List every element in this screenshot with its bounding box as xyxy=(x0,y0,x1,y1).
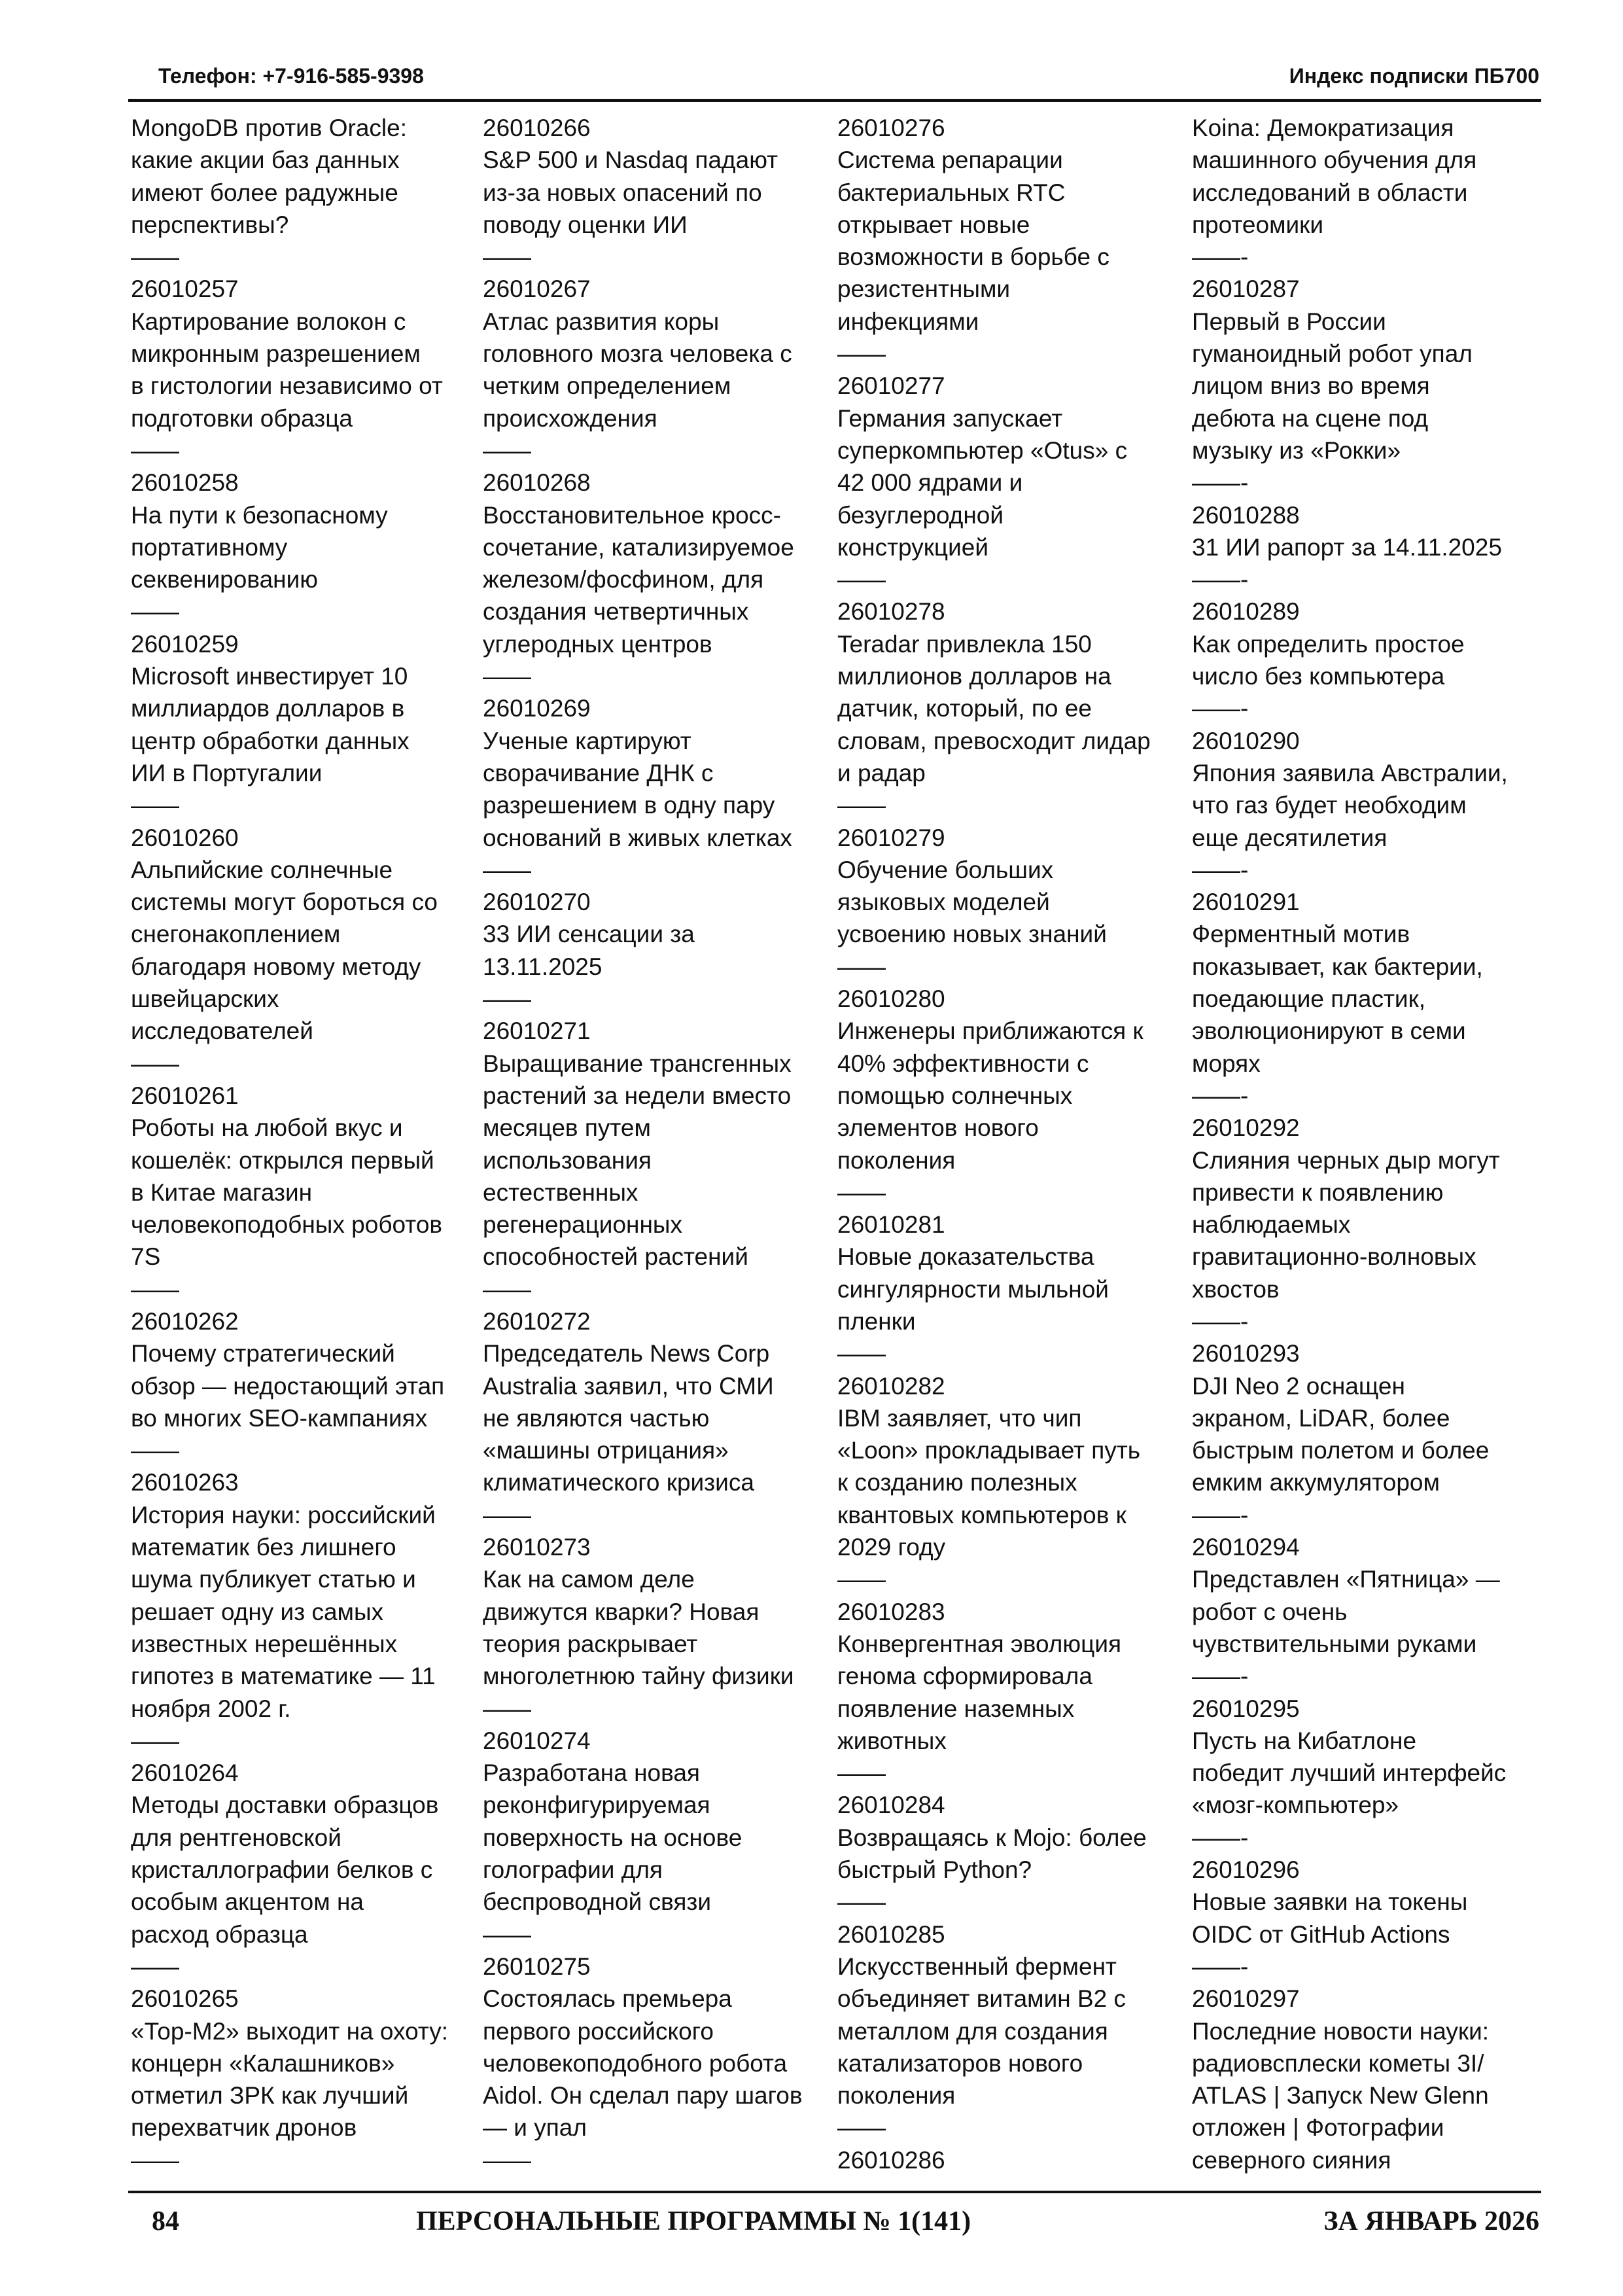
column-line: Microsoft инвестирует 10 xyxy=(131,663,408,690)
column-line: —— xyxy=(837,2114,886,2142)
column-line: Как определить простое xyxy=(1192,630,1465,658)
column-line: ——- xyxy=(1192,243,1249,271)
column-line: —— xyxy=(483,2146,531,2174)
column-line: 26010258 xyxy=(131,469,239,497)
column-line: углеродных центров xyxy=(483,630,712,658)
column-line: привести к появлению xyxy=(1192,1178,1444,1206)
column-line: 26010274 xyxy=(483,1727,591,1754)
column-line: —— xyxy=(131,792,179,819)
column-line: «машины отрицания» xyxy=(483,1437,729,1464)
column-line: —— xyxy=(483,1920,531,1948)
column-line: использования xyxy=(483,1146,652,1174)
footer-issue: ЗА ЯНВАРЬ 2026 xyxy=(1323,2206,1539,2236)
column-line: 26010290 xyxy=(1192,727,1300,754)
column-line: в гистологии независимо от xyxy=(131,372,443,400)
column-line: ——- xyxy=(1192,1501,1249,1528)
column-line: ИИ в Португалии xyxy=(131,759,323,786)
column-line: языковых моделей xyxy=(837,889,1050,916)
column-line: —— xyxy=(483,436,531,464)
column-line: ——- xyxy=(1192,566,1249,593)
column-line: появление наземных xyxy=(837,1695,1075,1722)
footer-rule xyxy=(128,2191,1541,2193)
column-line: Возвращаясь к Mojo: более xyxy=(837,1824,1147,1851)
column-line: —— xyxy=(837,1566,886,1593)
column-line: 26010266 xyxy=(483,115,591,141)
column-line: —— xyxy=(837,1340,886,1368)
column-line: поверхность на основе xyxy=(483,1824,742,1851)
column-line: кошелёк: открылся первый xyxy=(131,1146,434,1174)
column-line: гуманоидный робот упал xyxy=(1192,340,1473,368)
column-line: IBM заявляет, что чип xyxy=(837,1404,1082,1432)
column-line: словам, превосходит лидар xyxy=(837,727,1151,754)
column-line: Атлас развития коры xyxy=(483,308,720,335)
column-line: и радар xyxy=(837,759,926,786)
column-line: 26010273 xyxy=(483,1534,591,1561)
column-line: бактериальных RTC xyxy=(837,179,1066,206)
column-line: 13.11.2025 xyxy=(483,953,602,980)
column-line: 26010289 xyxy=(1192,598,1300,626)
column-line: Картирование волокон с xyxy=(131,308,406,335)
column-line: История науки: российский xyxy=(131,1501,436,1528)
column-line: исследователей xyxy=(131,1017,313,1045)
column-line: 26010281 xyxy=(837,1211,945,1239)
column-line: расход образца xyxy=(131,1920,308,1948)
column-line: —— xyxy=(837,1888,886,1916)
column-line: перехватчик дронов xyxy=(131,2114,357,2142)
column-line: конструкцией xyxy=(837,533,989,561)
column-line: Новые заявки на токены xyxy=(1192,1888,1468,1916)
column-line: ——- xyxy=(1192,1307,1249,1335)
column-line: музыку из «Рокки» xyxy=(1192,436,1401,464)
column-line: 40% эффективности с xyxy=(837,1050,1089,1077)
column-line: отложен | Фотографии xyxy=(1192,2114,1444,2142)
column-line: многолетнюю тайну физики xyxy=(483,1663,794,1690)
column-line: особым акцентом на xyxy=(131,1888,364,1916)
header-subscription-index: Индекс подписки ПБ700 xyxy=(1289,64,1539,88)
column-line: Альпийские солнечные xyxy=(131,856,393,883)
column-line: металлом для создания xyxy=(837,2017,1108,2045)
column-line: 26010297 xyxy=(1192,1985,1300,2013)
column-line: —— xyxy=(483,663,531,690)
column-line: 26010285 xyxy=(837,1920,945,1948)
column-2 xyxy=(483,112,803,2176)
column-line: «мозг-компьютер» xyxy=(1192,1792,1399,1819)
column-line: 31 ИИ рапорт за 14.11.2025 xyxy=(1192,533,1502,561)
column-line: еще десятилетия xyxy=(1192,824,1387,851)
column-line: эволюционируют в семи xyxy=(1192,1017,1466,1045)
column-line: датчик, который, по ее xyxy=(837,695,1092,722)
column-line: поедающие пластик, xyxy=(1192,985,1426,1013)
column-line: «Тор-М2» выходит на охоту: xyxy=(131,2017,449,2045)
column-line: 26010270 xyxy=(483,889,591,916)
column-line: Koina: Демократизация xyxy=(1192,115,1454,141)
column-line: Председатель News Corp xyxy=(483,1340,770,1368)
column-line: На пути к безопасному xyxy=(131,501,388,529)
column-line: Представлен «Пятница» — xyxy=(1192,1566,1500,1593)
column-line: северного сияния xyxy=(1192,2146,1391,2174)
column-line: беспроводной связи xyxy=(483,1888,712,1916)
column-line: —— xyxy=(483,243,531,271)
column-line: ——- xyxy=(1192,1824,1249,1851)
column-line: 26010259 xyxy=(131,630,239,658)
column-line: 26010277 xyxy=(837,372,945,400)
column-line: Почему стратегический xyxy=(131,1340,395,1368)
column-line: —— xyxy=(131,598,179,626)
column-line: теория раскрывает xyxy=(483,1630,698,1657)
column-line: Слияния черных дыр могут xyxy=(1192,1146,1500,1174)
column-line: —— xyxy=(483,1501,531,1528)
column-line: способностей растений xyxy=(483,1243,748,1271)
column-line: Как на самом деле xyxy=(483,1566,695,1593)
column-line: OIDC от GitHub Actions xyxy=(1192,1920,1450,1948)
column-line: ——- xyxy=(1192,695,1249,722)
column-line: —— xyxy=(837,566,886,593)
column-line: суперкомпьютер «Otus» с xyxy=(837,436,1128,464)
column-line: машинного обучения для xyxy=(1192,147,1477,174)
column-line: ATLAS | Запуск New Glenn xyxy=(1192,2082,1489,2110)
column-line: радиовсплески кометы 3I/ xyxy=(1192,2049,1484,2077)
column-line: 7S xyxy=(131,1243,161,1271)
column-line: 26010283 xyxy=(837,1598,945,1625)
column-line: хвостов xyxy=(1192,1275,1280,1303)
column-line: 26010278 xyxy=(837,598,945,626)
column-line: растений за недели вместо xyxy=(483,1082,792,1109)
column-line: железом/фосфином, для xyxy=(483,566,764,593)
column-line: происхождения xyxy=(483,404,657,432)
column-line: Роботы на любой вкус и xyxy=(131,1114,403,1142)
column-line: 26010268 xyxy=(483,469,591,497)
column-line: 26010294 xyxy=(1192,1534,1300,1561)
column-line: поколения xyxy=(837,1146,956,1174)
column-line: число без компьютера xyxy=(1192,663,1445,690)
column-line: —— xyxy=(131,1952,179,1980)
column-line: сочетание, катализируемое xyxy=(483,533,794,561)
column-line: регенерационных xyxy=(483,1211,682,1239)
column-line: — и упал xyxy=(483,2114,587,2142)
column-line: генома сформировала xyxy=(837,1663,1092,1690)
footer-page-number: 84 xyxy=(152,2206,179,2236)
column-line: —— xyxy=(131,2146,179,2174)
column-line: —— xyxy=(483,985,531,1013)
column-line: дебюта на сцене под xyxy=(1192,404,1429,432)
column-line: к созданию полезных xyxy=(837,1469,1077,1496)
column-line: Германия запускает xyxy=(837,404,1063,432)
column-line: Ферментный мотив xyxy=(1192,921,1410,948)
column-line: не являются частью xyxy=(483,1404,710,1432)
column-line: ——- xyxy=(1192,1663,1249,1690)
column-line: какие акции баз данных xyxy=(131,147,400,174)
column-line: 26010269 xyxy=(483,695,591,722)
column-line: 26010261 xyxy=(131,1082,239,1109)
column-line: 26010260 xyxy=(131,824,239,851)
column-line: —— xyxy=(837,1178,886,1206)
column-line: Разработана новая xyxy=(483,1759,700,1787)
column-line: в Китае магазин xyxy=(131,1178,313,1206)
column-line: из-за новых опасений по xyxy=(483,179,762,206)
column-line: миллиардов долларов в xyxy=(131,695,405,722)
column-line: катализаторов нового xyxy=(837,2049,1083,2077)
column-line: Aidol. Он сделал пару шагов xyxy=(483,2082,803,2110)
column-line: реконфигурируемая xyxy=(483,1792,710,1819)
column-line: Новые доказательства xyxy=(837,1243,1094,1271)
column-line: благодаря новому методу xyxy=(131,953,421,980)
column-line: 26010264 xyxy=(131,1759,239,1787)
column-line: быстрым полетом и более xyxy=(1192,1437,1490,1464)
column-line: 26010280 xyxy=(837,985,945,1013)
column-line: Состоялась премьера xyxy=(483,1985,732,2013)
column-line: —— xyxy=(837,1759,886,1787)
column-line: первого российского xyxy=(483,2017,714,2045)
column-line: Последние новости науки: xyxy=(1192,2017,1490,2045)
column-line: 26010276 xyxy=(837,115,945,141)
column-line: 26010257 xyxy=(131,275,239,303)
column-line: 26010267 xyxy=(483,275,591,303)
column-line: портативному xyxy=(131,533,288,561)
column-line: показывает, как бактерии, xyxy=(1192,953,1483,980)
column-line: математик без лишнего xyxy=(131,1534,396,1561)
column-line: протеомики xyxy=(1192,211,1324,238)
column-line: инфекциями xyxy=(837,308,979,335)
column-line: имеют более радужные xyxy=(131,179,398,206)
column-line: 26010263 xyxy=(131,1469,239,1496)
column-3 xyxy=(837,112,1151,2176)
column-line: Пусть на Кибатлоне xyxy=(1192,1727,1417,1754)
column-line: 26010284 xyxy=(837,1792,945,1819)
column-line: системы могут бороться со xyxy=(131,889,438,916)
column-line: создания четвертичных xyxy=(483,598,749,626)
column-line: элементов нового xyxy=(837,1114,1039,1142)
column-line: решает одну из самых xyxy=(131,1598,384,1625)
column-line: помощью солнечных xyxy=(837,1082,1073,1109)
column-line: 26010272 xyxy=(483,1307,591,1335)
column-line: четким определением xyxy=(483,372,731,400)
column-line: кристаллографии белков с xyxy=(131,1856,433,1884)
column-line: 26010262 xyxy=(131,1307,239,1335)
column-line: —— xyxy=(131,1050,179,1077)
column-line: S&P 500 и Nasdaq падают xyxy=(483,147,778,174)
column-line: усвоению новых знаний xyxy=(837,921,1107,948)
column-line: Первый в России xyxy=(1192,308,1386,335)
column-line: чувствительными руками xyxy=(1192,1630,1477,1657)
column-line: 26010296 xyxy=(1192,1856,1300,1884)
column-4 xyxy=(1192,112,1508,2176)
column-line: —— xyxy=(131,1727,179,1754)
column-line: месяцев путем xyxy=(483,1114,651,1142)
column-line: известных нерешённых xyxy=(131,1630,398,1657)
column-line: животных xyxy=(837,1727,947,1754)
column-line: сворачивание ДНК с xyxy=(483,759,714,786)
column-line: миллионов долларов на xyxy=(837,663,1111,690)
column-line: головного мозга человека с xyxy=(483,340,792,368)
column-line: гипотез в математике — 11 xyxy=(131,1663,436,1690)
column-line: подготовки образца xyxy=(131,404,353,432)
column-line: 26010291 xyxy=(1192,889,1300,916)
column-line: 26010288 xyxy=(1192,501,1300,529)
column-line: Восстановительное кросс- xyxy=(483,501,781,529)
column-line: 26010282 xyxy=(837,1372,945,1400)
column-line: 2029 году xyxy=(837,1534,946,1561)
column-line: —— xyxy=(837,792,886,819)
column-line: разрешением в одну пару xyxy=(483,792,775,819)
column-line: емким аккумулятором xyxy=(1192,1469,1440,1496)
column-line: 26010293 xyxy=(1192,1340,1300,1368)
column-line: гравитационно-волновых xyxy=(1192,1243,1476,1271)
column-line: поводу оценки ИИ xyxy=(483,211,688,238)
column-line: сингулярности мыльной xyxy=(837,1275,1109,1303)
column-line: —— xyxy=(131,243,179,271)
column-line: оснований в живых клетках xyxy=(483,824,792,851)
column-line: поколения xyxy=(837,2082,956,2110)
column-line: резистентными xyxy=(837,275,1011,303)
column-line: ——- xyxy=(1192,469,1249,497)
column-line: 26010295 xyxy=(1192,1695,1300,1722)
column-line: объединяет витамин B2 с xyxy=(837,1985,1126,2013)
column-line: человекоподобного робота xyxy=(483,2049,788,2077)
column-line: 33 ИИ сенсации за xyxy=(483,921,695,948)
column-line: 26010279 xyxy=(837,824,945,851)
column-line: швейцарских xyxy=(131,985,279,1013)
column-line: снегонакоплением xyxy=(131,921,341,948)
column-line: MongoDB против Oracle: xyxy=(131,115,407,141)
column-line: 26010292 xyxy=(1192,1114,1300,1142)
column-line: Искусственный фермент xyxy=(837,1952,1117,1980)
column-line: возможности в борьбе с xyxy=(837,243,1109,271)
column-line: —— xyxy=(483,1695,531,1722)
header-rule xyxy=(128,99,1541,102)
column-line: —— xyxy=(483,1275,531,1303)
column-line: концерн «Калашников» xyxy=(131,2049,395,2077)
column-line: Teradar привлекла 150 xyxy=(837,630,1092,658)
column-line: голографии для xyxy=(483,1856,663,1884)
column-line: безуглеродной xyxy=(837,501,1004,529)
column-line: 42 000 ядрами и xyxy=(837,469,1023,497)
column-line: наблюдаемых xyxy=(1192,1211,1351,1239)
column-line: —— xyxy=(131,1437,179,1464)
column-line: лицом вниз во время xyxy=(1192,372,1430,400)
column-line: Обучение больших xyxy=(837,856,1054,883)
column-1 xyxy=(131,112,448,2176)
column-line: 26010287 xyxy=(1192,275,1300,303)
column-line: ——- xyxy=(1192,1952,1249,1980)
column-line: «Loon» прокладывает путь xyxy=(837,1437,1141,1464)
column-line: Ученые картируют xyxy=(483,727,691,754)
column-line: обзор — недостающий этап xyxy=(131,1372,445,1400)
column-line: естественных xyxy=(483,1178,638,1206)
header-phone: Телефон: +7-916-585-9398 xyxy=(158,64,424,88)
column-line: победит лучший интерфейс xyxy=(1192,1759,1507,1787)
column-line: ноября 2002 г. xyxy=(131,1695,291,1722)
column-line: ——- xyxy=(1192,856,1249,883)
column-line: —— xyxy=(837,340,886,368)
column-line: Инженеры приближаются к xyxy=(837,1017,1143,1045)
column-line: Методы доставки образцов xyxy=(131,1792,439,1819)
column-line: Япония заявила Австралии, xyxy=(1192,759,1508,786)
column-line: что газ будет необходим xyxy=(1192,792,1467,819)
column-line: —— xyxy=(131,1275,179,1303)
column-line: центр обработки данных xyxy=(131,727,410,754)
column-line: исследований в области xyxy=(1192,179,1468,206)
column-line: экраном, LiDAR, более xyxy=(1192,1404,1450,1432)
column-line: 26010271 xyxy=(483,1017,591,1045)
column-line: человекоподобных роботов xyxy=(131,1211,443,1239)
column-line: робот с очень xyxy=(1192,1598,1348,1625)
column-line: —— xyxy=(483,856,531,883)
column-line: —— xyxy=(837,953,886,980)
column-line: ——- xyxy=(1192,1082,1249,1109)
column-line: во многих SEO-кампаниях xyxy=(131,1404,428,1432)
column-line: климатического кризиса xyxy=(483,1469,754,1496)
column-line: Выращивание трансгенных xyxy=(483,1050,792,1077)
column-line: быстрый Python? xyxy=(837,1856,1032,1884)
column-line: DJI Neo 2 оснащен xyxy=(1192,1372,1405,1400)
column-line: 26010275 xyxy=(483,1952,591,1980)
column-line: 26010286 xyxy=(837,2146,945,2174)
column-line: секвенированию xyxy=(131,566,319,593)
column-line: открывает новые xyxy=(837,211,1030,238)
column-line: движутся кварки? Новая xyxy=(483,1598,759,1625)
footer-magazine-title: ПЕРСОНАЛЬНЫЕ ПРОГРАММЫ № 1(141) xyxy=(416,2206,971,2236)
column-line: отметил ЗРК как лучший xyxy=(131,2082,409,2110)
column-line: морях xyxy=(1192,1050,1261,1077)
column-line: перспективы? xyxy=(131,211,289,238)
column-line: микронным разрешением xyxy=(131,340,421,368)
column-line: пленки xyxy=(837,1307,916,1335)
column-line: Australia заявил, что СМИ xyxy=(483,1372,774,1400)
column-line: 26010265 xyxy=(131,1985,239,2013)
column-line: квантовых компьютеров к xyxy=(837,1501,1126,1528)
column-line: шума публикует статью и xyxy=(131,1566,416,1593)
column-line: Конвергентная эволюция xyxy=(837,1630,1122,1657)
column-line: для рентгеновской xyxy=(131,1824,341,1851)
column-line: —— xyxy=(131,436,179,464)
column-line: Система репарации xyxy=(837,147,1063,174)
